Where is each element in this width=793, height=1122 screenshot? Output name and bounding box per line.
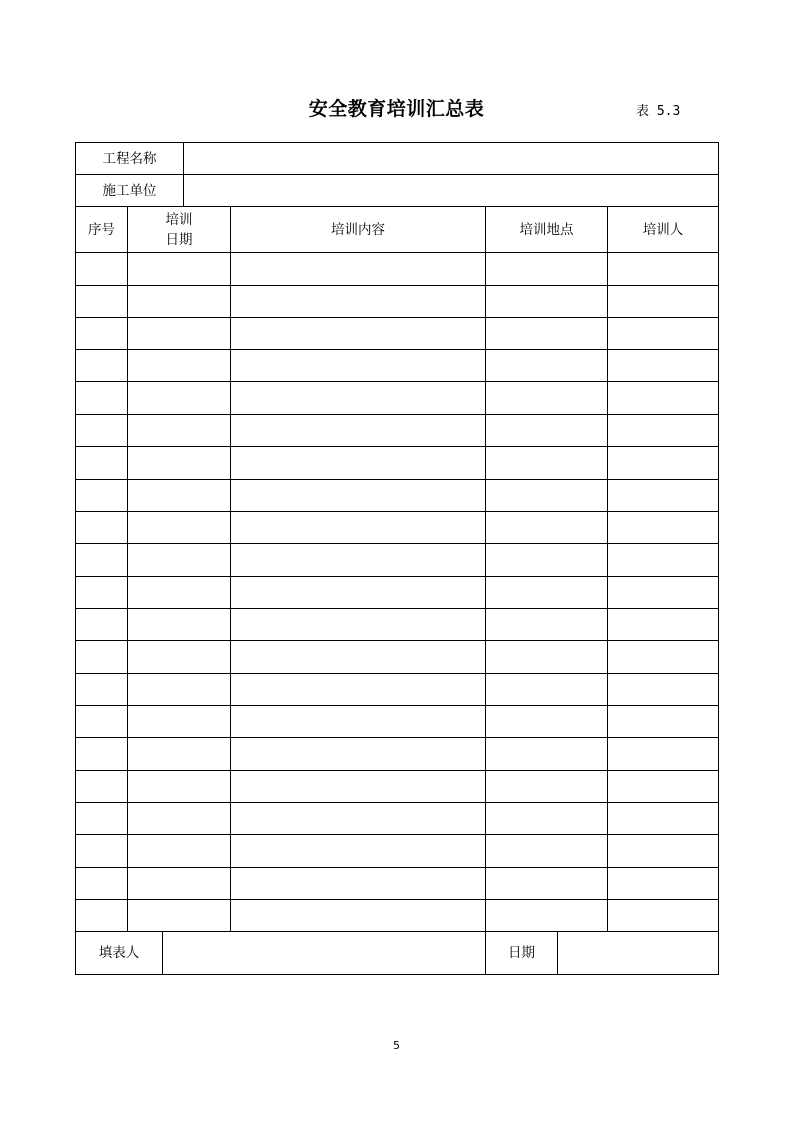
trainer-cell[interactable] (607, 608, 719, 641)
location-cell[interactable] (485, 576, 608, 609)
location-cell[interactable] (485, 381, 608, 415)
column-header-location: 培训地点 (485, 206, 608, 253)
content-cell[interactable] (230, 705, 486, 738)
location-cell[interactable] (485, 899, 608, 932)
serial-cell[interactable] (75, 867, 128, 900)
serial-cell[interactable] (75, 381, 128, 415)
location-cell[interactable] (485, 446, 608, 480)
content-cell[interactable] (230, 543, 486, 577)
date-cell[interactable] (127, 252, 231, 286)
location-cell[interactable] (485, 414, 608, 447)
location-cell[interactable] (485, 802, 608, 835)
serial-cell[interactable] (75, 479, 128, 512)
form-number: 表 5.3 (636, 104, 681, 119)
location-cell[interactable] (485, 737, 608, 771)
trainer-cell[interactable] (607, 640, 719, 674)
filled-by-field[interactable] (162, 931, 486, 975)
serial-cell[interactable] (75, 673, 128, 706)
column-header-content: 培训内容 (230, 206, 486, 253)
column-header-date-line2: 日期 (165, 231, 193, 248)
date-cell[interactable] (127, 673, 231, 706)
date-cell[interactable] (127, 640, 231, 674)
content-cell[interactable] (230, 673, 486, 706)
serial-cell[interactable] (75, 705, 128, 738)
location-cell[interactable] (485, 252, 608, 286)
project-name-field[interactable] (183, 142, 719, 175)
serial-cell[interactable] (75, 802, 128, 835)
date-cell[interactable] (127, 317, 231, 350)
content-cell[interactable] (230, 770, 486, 803)
project-name-label: 工程名称 (75, 142, 184, 175)
date-cell[interactable] (127, 381, 231, 415)
date-cell[interactable] (127, 770, 231, 803)
date-cell[interactable] (127, 802, 231, 835)
serial-cell[interactable] (75, 608, 128, 641)
trainer-cell[interactable] (607, 867, 719, 900)
content-cell[interactable] (230, 834, 486, 868)
column-header-date (127, 206, 231, 253)
content-cell[interactable] (230, 576, 486, 609)
content-cell[interactable] (230, 737, 486, 771)
date-cell[interactable] (127, 705, 231, 738)
location-cell[interactable] (485, 608, 608, 641)
trainer-cell[interactable] (607, 770, 719, 803)
content-cell[interactable] (230, 285, 486, 318)
trainer-cell[interactable] (607, 737, 719, 771)
trainer-cell[interactable] (607, 511, 719, 544)
location-cell[interactable] (485, 511, 608, 544)
date-cell[interactable] (127, 576, 231, 609)
serial-cell[interactable] (75, 770, 128, 803)
date-cell[interactable] (127, 867, 231, 900)
filled-by-label: 填表人 (75, 931, 163, 975)
serial-cell[interactable] (75, 737, 128, 771)
serial-cell[interactable] (75, 834, 128, 868)
column-header-trainer: 培训人 (607, 206, 719, 253)
location-cell[interactable] (485, 349, 608, 382)
serial-cell[interactable] (75, 576, 128, 609)
trainer-cell[interactable] (607, 285, 719, 318)
date-cell[interactable] (127, 737, 231, 771)
date-cell[interactable] (127, 543, 231, 577)
trainer-cell[interactable] (607, 576, 719, 609)
content-cell[interactable] (230, 867, 486, 900)
trainer-cell[interactable] (607, 834, 719, 868)
location-cell[interactable] (485, 640, 608, 674)
column-header-date-line1: 培训 (165, 211, 193, 228)
location-cell[interactable] (485, 705, 608, 738)
content-cell[interactable] (230, 802, 486, 835)
serial-cell[interactable] (75, 349, 128, 382)
serial-cell[interactable] (75, 511, 128, 544)
trainer-cell[interactable] (607, 414, 719, 447)
trainer-cell[interactable] (607, 802, 719, 835)
page-title: 安全教育培训汇总表 (308, 98, 485, 120)
trainer-cell[interactable] (607, 899, 719, 932)
content-cell[interactable] (230, 511, 486, 544)
content-cell[interactable] (230, 349, 486, 382)
date-cell[interactable] (127, 899, 231, 932)
location-cell[interactable] (485, 317, 608, 350)
date-cell[interactable] (127, 479, 231, 512)
serial-cell[interactable] (75, 640, 128, 674)
date-label: 日期 (485, 931, 558, 975)
trainer-cell[interactable] (607, 317, 719, 350)
trainer-cell[interactable] (607, 349, 719, 382)
serial-cell[interactable] (75, 285, 128, 318)
column-header-serial: 序号 (75, 206, 128, 253)
date-field[interactable] (557, 931, 719, 975)
content-cell[interactable] (230, 479, 486, 512)
trainer-cell[interactable] (607, 381, 719, 415)
date-cell[interactable] (127, 446, 231, 480)
content-cell[interactable] (230, 414, 486, 447)
location-cell[interactable] (485, 834, 608, 868)
location-cell[interactable] (485, 770, 608, 803)
date-cell[interactable] (127, 511, 231, 544)
serial-cell[interactable] (75, 446, 128, 480)
content-cell[interactable] (230, 640, 486, 674)
content-cell[interactable] (230, 252, 486, 286)
serial-cell[interactable] (75, 317, 128, 350)
serial-cell[interactable] (75, 252, 128, 286)
trainer-cell[interactable] (607, 673, 719, 706)
date-cell[interactable] (127, 608, 231, 641)
location-cell[interactable] (485, 479, 608, 512)
date-cell[interactable] (127, 349, 231, 382)
trainer-cell[interactable] (607, 446, 719, 480)
serial-cell[interactable] (75, 543, 128, 577)
serial-cell[interactable] (75, 414, 128, 447)
trainer-cell[interactable] (607, 543, 719, 577)
location-cell[interactable] (485, 867, 608, 900)
trainer-cell[interactable] (607, 705, 719, 738)
location-cell[interactable] (485, 543, 608, 577)
date-cell[interactable] (127, 414, 231, 447)
date-cell[interactable] (127, 834, 231, 868)
location-cell[interactable] (485, 673, 608, 706)
location-cell[interactable] (485, 285, 608, 318)
contractor-field[interactable] (183, 174, 719, 207)
trainer-cell[interactable] (607, 252, 719, 286)
content-cell[interactable] (230, 899, 486, 932)
serial-cell[interactable] (75, 899, 128, 932)
page-number: 5 (393, 1039, 400, 1052)
date-cell[interactable] (127, 285, 231, 318)
content-cell[interactable] (230, 446, 486, 480)
trainer-cell[interactable] (607, 479, 719, 512)
contractor-label: 施工单位 (75, 174, 184, 207)
content-cell[interactable] (230, 317, 486, 350)
content-cell[interactable] (230, 381, 486, 415)
content-cell[interactable] (230, 608, 486, 641)
